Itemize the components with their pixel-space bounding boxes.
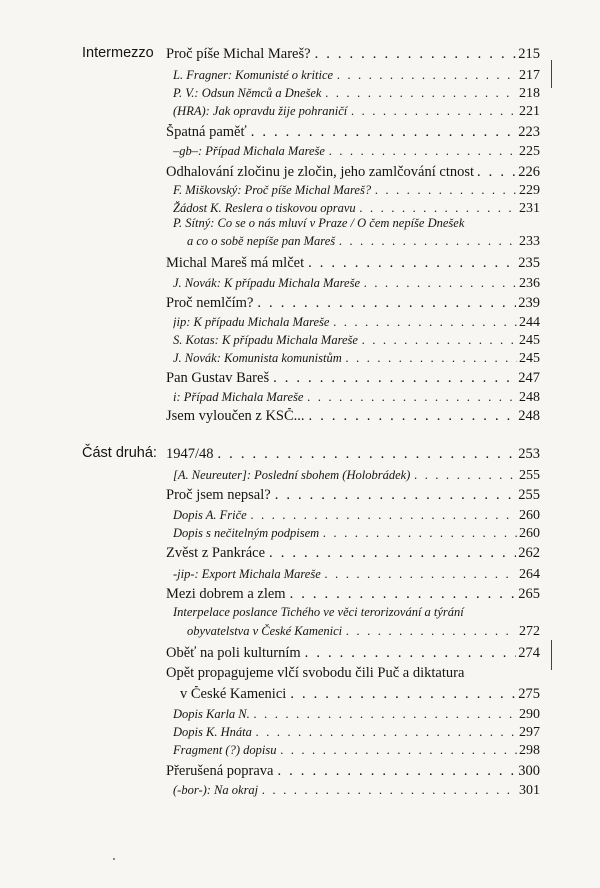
entry-title: J. Novák: Komunista komunistům (173, 351, 342, 365)
dot-leader (323, 526, 517, 541)
entry-title: Odhalování zločinu je zločin, jeho zamlčování ctnost (166, 164, 475, 180)
entry-page: 231 (519, 201, 540, 216)
entry-title: Proč píše Michal Mareš? (166, 46, 311, 62)
dot-leader (269, 545, 516, 562)
dot-leader (275, 487, 517, 504)
entry-page: 223 (518, 124, 540, 140)
entry-title: F. Miškovský: Proč píše Michal Mareš? (173, 183, 372, 197)
dot-leader (251, 124, 517, 141)
entry-title: Proč nemlčím? (166, 295, 254, 311)
dot-leader (308, 255, 516, 272)
entry-title: J. Novák: K případu Michala Mareše (173, 276, 360, 290)
toc-entry[interactable] (166, 255, 540, 272)
entry-title: L. Fragner: Komunisté o kritice (173, 68, 334, 82)
dot-leader (256, 725, 517, 740)
toc-subentry[interactable] (173, 567, 540, 583)
entry-title: i: Případ Michala Mareše (173, 390, 304, 404)
dot-leader (278, 763, 517, 780)
entry-page: 236 (519, 276, 540, 291)
entry-title: Špatná paměť (166, 124, 247, 140)
entry-page: 255 (518, 487, 540, 503)
entry-title: 1947/48 (166, 446, 214, 462)
toc-subentry[interactable] (173, 743, 540, 759)
toc-entry[interactable] (166, 586, 540, 603)
entry-page: 290 (519, 707, 540, 722)
entry-title: P. V.: Odsun Němců a Dnešek (173, 86, 322, 100)
entry-page: 221 (519, 104, 540, 119)
dot-leader (325, 86, 517, 101)
toc-entry[interactable] (166, 487, 540, 504)
dot-leader (346, 351, 517, 366)
entry-title: Dopis s nečitelným podpisem (173, 526, 320, 540)
toc-subentry-first-line[interactable]: Interpelace poslance Tichého ve věci terorizování a týrání (173, 605, 464, 619)
entry-title: Žádost K. Reslera o tiskovou opravu (173, 201, 356, 215)
entry-page: 264 (519, 567, 540, 582)
toc-subentry[interactable] (173, 725, 540, 741)
toc-entry[interactable] (166, 763, 540, 780)
entry-title: Pan Gustav Bareš (166, 370, 270, 386)
margin-mark (551, 640, 552, 670)
entry-page: 253 (518, 446, 540, 462)
entry-title: Zvěst z Pankráce (166, 545, 266, 561)
entry-title: –gb–: Případ Michala Mareše (173, 144, 325, 158)
dot-leader (290, 586, 517, 603)
toc-subentry[interactable] (173, 201, 540, 217)
toc-subentry[interactable] (173, 315, 540, 331)
toc-subentry[interactable] (173, 468, 540, 484)
entry-page: 248 (519, 390, 540, 405)
dot-leader (375, 183, 517, 198)
entry-page: 226 (518, 164, 540, 180)
entry-title: jip: K případu Michala Mareše (173, 315, 330, 329)
entry-title: Fragment (?) dopisu (173, 743, 277, 757)
entry-page: 300 (518, 763, 540, 779)
entry-page: 298 (519, 743, 540, 758)
entry-title: obyvatelstva v České Kamenici (187, 624, 343, 638)
entry-page: 297 (519, 725, 540, 740)
speck (113, 858, 115, 860)
entry-title: Mezi dobrem a zlem (166, 586, 286, 602)
dot-leader (305, 645, 517, 662)
toc-entry[interactable] (166, 164, 540, 181)
entry-title: (HRA): Jak opravdu žije pohraničí (173, 104, 348, 118)
section-title-intermezzo: Intermezzo (82, 45, 154, 61)
entry-page: 245 (519, 333, 540, 348)
entry-page: 301 (519, 783, 540, 798)
dot-leader (307, 390, 517, 405)
toc-entry-first-line[interactable]: Opět propagujeme vlčí svobodu čili Puč a diktatura (166, 665, 465, 681)
entry-title: v České Kamenici (180, 686, 287, 702)
entry-page: 235 (518, 255, 540, 271)
dot-leader (309, 408, 517, 425)
entry-page: 260 (519, 508, 540, 523)
entry-title: S. Kotas: K případu Michala Mareše (173, 333, 358, 347)
dot-leader (262, 783, 517, 798)
toc-subentry-continuation[interactable] (187, 234, 540, 250)
entry-title: -jip-: Export Michala Mareše (173, 567, 321, 581)
dot-leader (360, 201, 517, 216)
entry-page: 217 (519, 68, 540, 83)
margin-mark (551, 60, 552, 88)
toc-subentry[interactable] (173, 390, 540, 406)
toc-entry[interactable] (166, 446, 540, 463)
dot-leader (364, 276, 517, 291)
dot-leader (325, 567, 517, 582)
dot-leader (251, 508, 517, 523)
dot-leader (315, 46, 517, 63)
toc-subentry[interactable] (173, 104, 540, 120)
entry-title: a co o sobě nepíše pan Mareš (187, 234, 336, 248)
dot-leader (339, 234, 517, 249)
dot-leader (254, 707, 517, 722)
toc-subentry-first-line[interactable]: P. Sítný: Co se o nás mluví v Praze / O čem nepíše Dnešek (173, 216, 465, 230)
entry-page: 233 (519, 234, 540, 249)
toc-subentry[interactable] (173, 333, 540, 349)
entry-page: 265 (518, 586, 540, 602)
entry-page: 215 (518, 46, 540, 62)
entry-page: 239 (518, 295, 540, 311)
dot-leader (337, 68, 517, 83)
entry-page: 262 (518, 545, 540, 561)
entry-page: 248 (518, 408, 540, 424)
toc-subentry[interactable] (173, 707, 540, 723)
entry-page: 260 (519, 526, 540, 541)
entry-title: Proč jsem nepsal? (166, 487, 271, 503)
entry-page: 275 (518, 686, 540, 702)
dot-leader (280, 743, 517, 758)
toc-subentry[interactable] (173, 68, 540, 84)
entry-title: Dopis K. Hnáta (173, 725, 252, 739)
toc-entry-continuation[interactable] (180, 686, 540, 703)
entry-title: Michal Mareš má mlčet (166, 255, 305, 271)
entry-page: 255 (519, 468, 540, 483)
dot-leader (477, 164, 515, 181)
entry-title: (-bor-): Na okraj (173, 783, 259, 797)
toc-entry[interactable] (166, 545, 540, 562)
entry-title: Přerušená poprava (166, 763, 274, 779)
dot-leader (351, 104, 517, 119)
toc-subentry-continuation[interactable] (187, 624, 540, 640)
toc-subentry[interactable] (173, 526, 540, 542)
toc-entry[interactable] (166, 124, 540, 141)
toc-subentry[interactable] (173, 783, 540, 799)
entry-title: Dopis A. Friče (173, 508, 247, 522)
toc-subentry[interactable] (173, 144, 540, 160)
dot-leader (290, 686, 516, 703)
toc-subentry[interactable] (173, 276, 540, 292)
dot-leader (257, 295, 516, 312)
toc-entry[interactable] (166, 46, 540, 63)
dot-leader (414, 468, 517, 483)
dot-leader (273, 370, 516, 387)
toc-entry[interactable] (166, 295, 540, 312)
section-title-cast-druha: Část druhá: (82, 445, 157, 461)
entry-page: 218 (519, 86, 540, 101)
toc-subentry[interactable] (173, 351, 540, 367)
entry-page: 274 (518, 645, 540, 661)
entry-title: Dopis Karla N. (173, 707, 250, 721)
entry-title: Oběť na poli kulturním (166, 645, 301, 661)
dot-leader (329, 144, 517, 159)
entry-page: 229 (519, 183, 540, 198)
dot-leader (346, 624, 517, 639)
entry-page: 225 (519, 144, 540, 159)
dot-leader (333, 315, 517, 330)
toc-subentry[interactable] (173, 508, 540, 524)
entry-title: [A. Neureuter]: Poslední sbohem (Holobrádek) (173, 468, 411, 482)
entry-page: 247 (518, 370, 540, 386)
entry-title: Jsem vyloučen z KSČ... (166, 408, 305, 424)
dot-leader (362, 333, 517, 348)
entry-page: 272 (519, 624, 540, 639)
toc-entry[interactable] (166, 408, 540, 425)
toc-subentry[interactable] (173, 183, 540, 199)
toc-entry[interactable] (166, 370, 540, 387)
toc-subentry[interactable] (173, 86, 540, 102)
entry-page: 244 (519, 315, 540, 330)
dot-leader (218, 446, 517, 463)
toc-entry[interactable] (166, 645, 540, 662)
entry-page: 245 (519, 351, 540, 366)
